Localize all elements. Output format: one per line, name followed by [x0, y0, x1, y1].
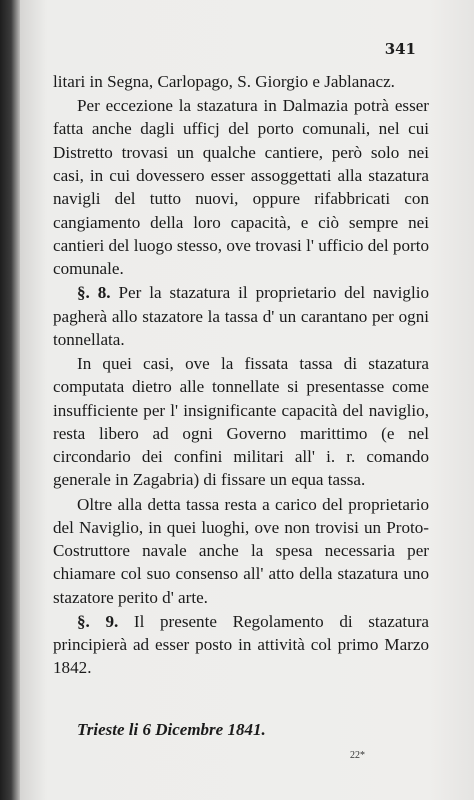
signature-day: 6 — [142, 720, 151, 739]
section-number-9: §. 9. — [77, 611, 119, 631]
signature-li: li — [128, 720, 139, 739]
paragraph-exception: Per eccezione la stazatura in Dalmazia potrà esser fatta anche dagli ufficj del porto comunali, nel cui Distretto trovasi un qualche cantiere, però solo nei casi, in cui dovessero esser assoggettati alla stazatura navigli del tutto nuovi, oppure rifabbricati con cangiamento della loro capacità, e ciò sempre nei cantieri del luogo stesso, ove trovasi l' ufficio del porto comunale. — [53, 96, 429, 279]
paragraph-continuation: litari in Segna, Carlopago, S. Giorgio e Jablanacz. — [53, 72, 395, 91]
signature-year: 1841. — [227, 720, 266, 739]
book-spine-shadow — [0, 0, 20, 800]
signature-place: Trieste — [77, 720, 125, 739]
page-body — [53, 70, 429, 681]
paragraph-additional-cost: Oltre alla detta tassa resta a carico del proprietario del Naviglio, in quei luoghi, ove non trovisi un Proto-Costruttore navale anche la spesa necessaria per chiamare col suo consenso all' atto della stazatura uno stazatore perito d' arte. — [53, 494, 429, 607]
paragraph-section-8 — [53, 281, 429, 351]
section-number-8: §. 8. — [77, 283, 111, 303]
page-number: 341 — [384, 40, 416, 58]
date-signature-line — [77, 720, 266, 740]
paragraph-insufficient-tax: In quei casi, ove la fissata tassa di stazatura computata dietro alle tonnellate si presentasse come insufficiente per l' insignificante capacità del naviglio, resta libero ad ogni Governo marittimo (e nel circondario dei confini militari all' i. r. comando generale in Zagabria) di fissare un equa tassa. — [53, 353, 429, 490]
section-8-text: Per la stazatura il proprietario del naviglio pagherà allo stazatore la tassa d' un carantano per ogni tonnellata. — [53, 283, 430, 349]
signature-month: Dicembre — [155, 720, 224, 739]
book-page — [20, 0, 474, 800]
section-9-text: Il presente Regolamento di stazatura principierà ad esser posto in attività col primo Marzo 1842. — [53, 611, 430, 678]
paragraph-section-9 — [53, 610, 429, 680]
printer-sheet-mark: 22* — [350, 750, 365, 761]
